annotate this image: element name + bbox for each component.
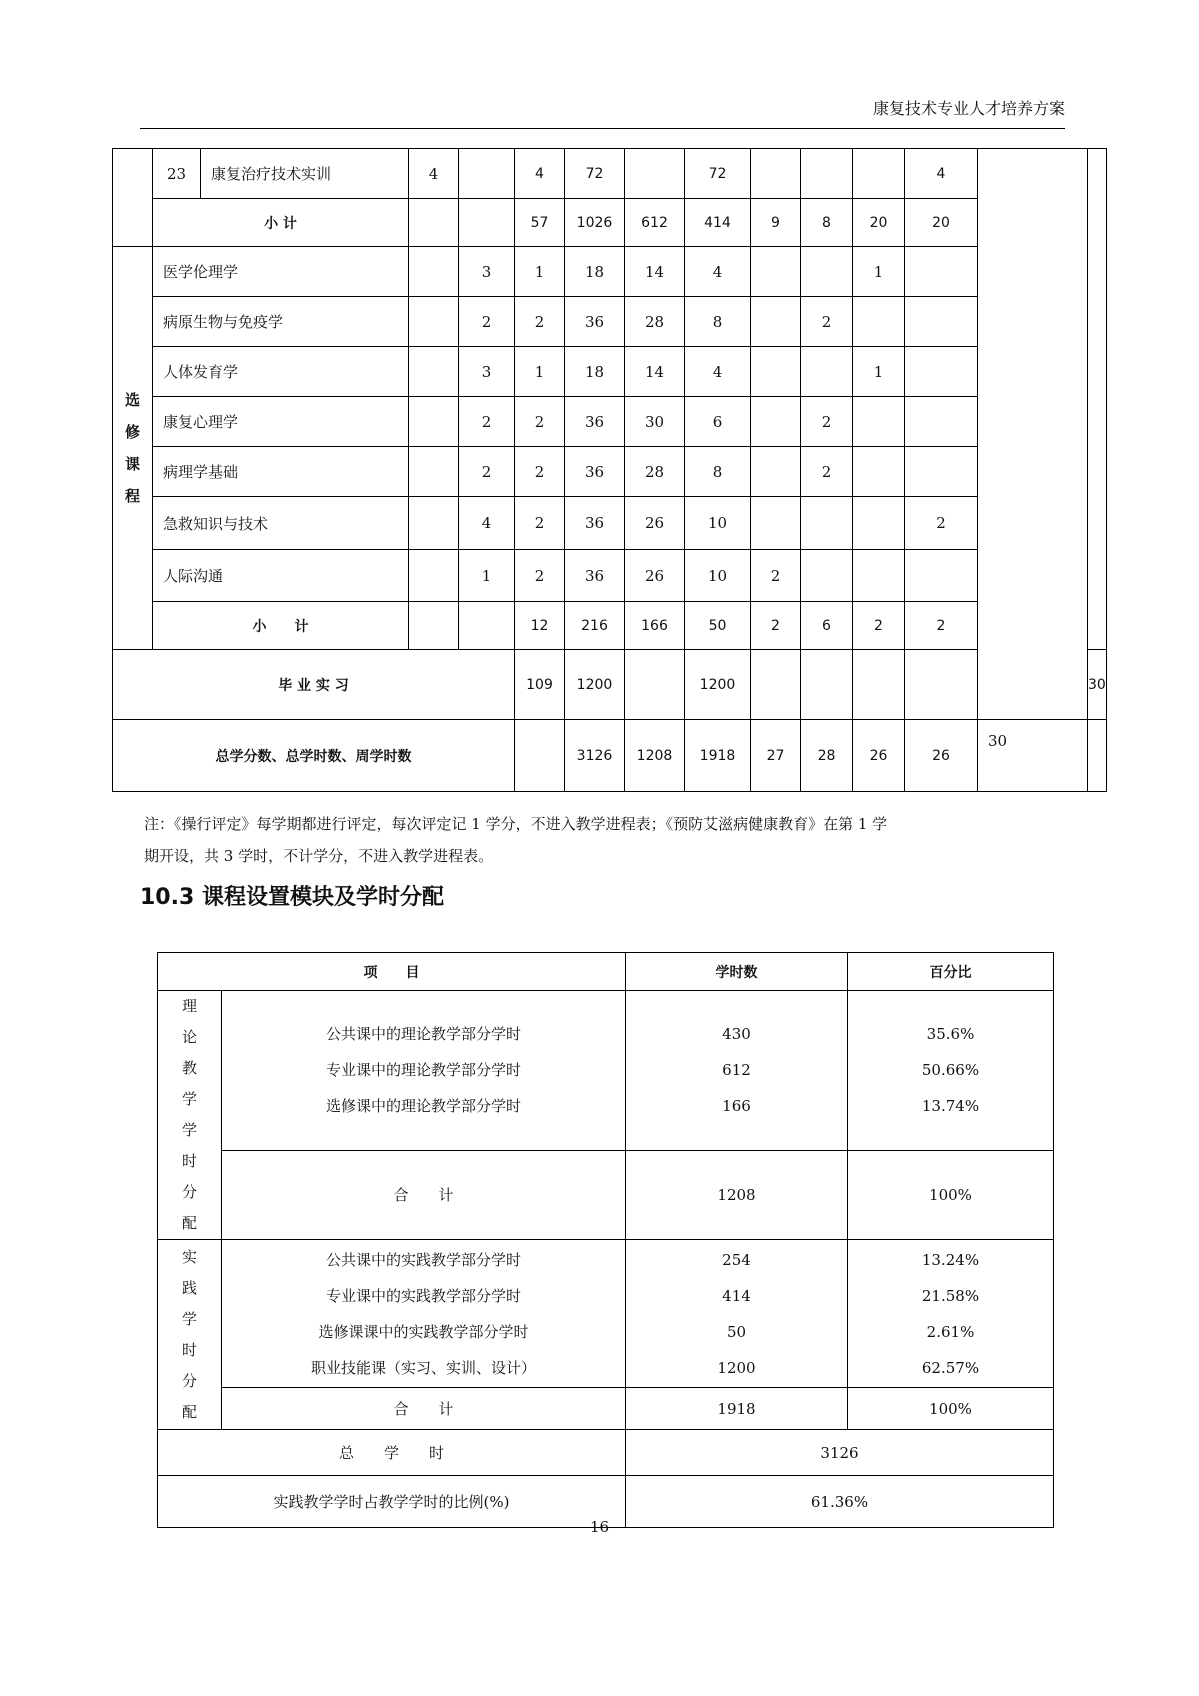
table-row: [113, 247, 1107, 297]
table-row: [113, 297, 1107, 347]
course-name: 急救知识与技术: [153, 497, 409, 550]
last-column-cell: 30: [1088, 650, 1107, 720]
credit-cell: 2: [515, 297, 565, 347]
footnote: [144, 808, 1080, 872]
ratio-value: 61.36%: [626, 1476, 1054, 1528]
hours-value: 414: [722, 1286, 751, 1305]
semester-cell: [751, 497, 801, 550]
practice-hours-cell: 4: [685, 247, 751, 297]
percent-value: 50.66%: [921, 1061, 980, 1080]
credit-cell: 57: [515, 199, 565, 247]
table-row: [113, 497, 1107, 550]
semester-cell: 2: [905, 497, 978, 550]
cell: [409, 297, 459, 347]
practice-hours-cell: 8: [685, 297, 751, 347]
cell: 4: [409, 149, 459, 199]
semester-cell: 27: [751, 720, 801, 792]
semester-cell: 2: [751, 602, 801, 650]
theory-percents: [848, 991, 1054, 1151]
hours-value: 254: [722, 1250, 751, 1269]
semester-cell: [751, 247, 801, 297]
column-header-item: 项 目: [158, 953, 626, 991]
practice-total-row: [158, 1388, 1054, 1430]
practice-hours: [626, 1240, 848, 1388]
credit-cell: 12: [515, 602, 565, 650]
header-title: 康复技术专业人才培养方案: [872, 99, 1065, 118]
total-hours-value: 3126: [626, 1430, 1054, 1476]
cell: [409, 247, 459, 297]
credit-cell: 1: [515, 347, 565, 397]
course-name: 病原生物与免疫学: [153, 297, 409, 347]
semester-cell: 2: [905, 602, 978, 650]
total-hours-cell: 36: [565, 550, 625, 602]
cell: [459, 149, 515, 199]
elective-group-label: [113, 247, 153, 650]
semester-cell: 1: [853, 347, 905, 397]
total-hours-cell: 36: [565, 297, 625, 347]
cell: [409, 397, 459, 447]
semester-cell: 26: [853, 720, 905, 792]
theory-hours-cell: 26: [625, 497, 685, 550]
semester-cell: [751, 397, 801, 447]
percent-value: 13.24%: [921, 1250, 980, 1269]
footnote-line: 期开设，共 3 学时，不计学分，不进入教学进程表。: [144, 847, 494, 865]
theory-hours-cell: 14: [625, 247, 685, 297]
column-header-percent: 百分比: [848, 953, 1054, 991]
theory-hours-cell: 166: [625, 602, 685, 650]
semester-cell: [853, 650, 905, 720]
practice-items: [222, 1240, 626, 1388]
semester-cell: [801, 247, 853, 297]
practice-hours-cell: 10: [685, 550, 751, 602]
practice-hours-cell: 414: [685, 199, 751, 247]
hours-value: 50: [726, 1322, 747, 1341]
subtotal-label: 小 计: [153, 199, 409, 247]
page-header: [140, 96, 1065, 129]
theory-hours-cell: 28: [625, 297, 685, 347]
total-hours-cell: 216: [565, 602, 625, 650]
theory-hours-cell: [625, 149, 685, 199]
cell: 4: [459, 497, 515, 550]
semester-cell: 26: [905, 720, 978, 792]
semester-cell: [905, 297, 978, 347]
percent-value: 62.57%: [921, 1358, 980, 1377]
total-hours-label: 总 学 时: [158, 1430, 626, 1476]
percent-value: 100%: [848, 1388, 1054, 1430]
semester-cell: 2: [801, 397, 853, 447]
cell: [409, 497, 459, 550]
cell: [409, 347, 459, 397]
practice-hours-cell: 50: [685, 602, 751, 650]
semester-cell: [905, 650, 978, 720]
practice-hours-cell: 6: [685, 397, 751, 447]
practice-group-text: 实践学时分配: [182, 1247, 198, 1421]
practice-hours-cell: 4: [685, 347, 751, 397]
semester-cell: [905, 447, 978, 497]
item-label: 职业技能课（实习、实训、设计）: [310, 1358, 536, 1377]
subtotal-row: [113, 602, 1107, 650]
cell: 1: [459, 550, 515, 602]
table-header-row: [158, 953, 1054, 991]
credit-cell: 2: [515, 447, 565, 497]
total-hours-cell: 72: [565, 149, 625, 199]
credit-cell: 2: [515, 497, 565, 550]
theory-hours-cell: 14: [625, 347, 685, 397]
course-name: 人际沟通: [153, 550, 409, 602]
total-hours-row: [158, 1430, 1054, 1476]
credit-cell: 109: [515, 650, 565, 720]
percent-value: 21.58%: [921, 1286, 980, 1305]
cell: [459, 602, 515, 650]
semester-cell: 1: [853, 247, 905, 297]
theory-group-label: [158, 991, 222, 1240]
total-label: 合 计: [222, 1388, 626, 1430]
semester-cell: [905, 347, 978, 397]
last-column-cell: [978, 149, 1088, 720]
table-row: [113, 447, 1107, 497]
group-cell-professional: [113, 149, 153, 247]
cell: [409, 602, 459, 650]
course-schedule-table: [112, 148, 1107, 792]
semester-cell: [905, 550, 978, 602]
column-header-hours: 学时数: [626, 953, 848, 991]
hours-allocation-table: [157, 952, 1054, 1528]
practice-hours-cell: 10: [685, 497, 751, 550]
hours-value: 1208: [626, 1150, 848, 1239]
theory-hours-cell: 30: [625, 397, 685, 447]
grand-total-row: [113, 720, 1107, 792]
semester-cell: 2: [801, 297, 853, 347]
table-row: [113, 149, 1107, 199]
percent-value: 100%: [848, 1150, 1054, 1239]
semester-cell: 28: [801, 720, 853, 792]
semester-cell: 2: [853, 602, 905, 650]
semester-cell: [801, 149, 853, 199]
practice-hours-cell: 72: [685, 149, 751, 199]
subtotal-label: 小 计: [153, 602, 409, 650]
table-row: [158, 1240, 1054, 1388]
semester-cell: 6: [801, 602, 853, 650]
credit-cell: 1: [515, 247, 565, 297]
item-label: 公共课中的实践教学部分学时: [325, 1250, 521, 1269]
cell: 2: [459, 397, 515, 447]
hours-value: 612: [722, 1061, 751, 1080]
semester-cell: [905, 247, 978, 297]
semester-cell: [751, 650, 801, 720]
percent-value: 2.61%: [926, 1322, 975, 1341]
semester-cell: 4: [905, 149, 978, 199]
semester-cell: [801, 650, 853, 720]
credit-cell: 2: [515, 397, 565, 447]
semester-cell: [853, 497, 905, 550]
semester-cell: [751, 149, 801, 199]
total-hours-cell: 18: [565, 347, 625, 397]
semester-cell: [751, 447, 801, 497]
elective-group-text: 选修课程: [125, 391, 141, 505]
theory-hours-cell: [625, 650, 685, 720]
theory-hours-cell: 612: [625, 199, 685, 247]
semester-cell: [853, 447, 905, 497]
percent-value: 13.74%: [921, 1097, 980, 1116]
total-hours-cell: 36: [565, 497, 625, 550]
item-label: 选修课课中的实践教学部分学时: [318, 1322, 529, 1341]
semester-cell: [751, 297, 801, 347]
theory-hours-cell: 26: [625, 550, 685, 602]
semester-cell: 20: [853, 199, 905, 247]
item-label: 公共课中的理论教学部分学时: [325, 1025, 521, 1044]
table-row: [113, 550, 1107, 602]
course-name: 人体发育学: [153, 347, 409, 397]
semester-cell: [801, 347, 853, 397]
semester-cell: [751, 347, 801, 397]
section-title: 10.3 课程设置模块及学时分配: [140, 885, 444, 910]
table-row: [113, 397, 1107, 447]
total-hours-cell: 1026: [565, 199, 625, 247]
practice-percents: [848, 1240, 1054, 1388]
total-hours-cell: 36: [565, 397, 625, 447]
semester-cell: 8: [801, 199, 853, 247]
theory-group-text: 理论教学学时分配: [182, 997, 198, 1232]
theory-hours: [626, 991, 848, 1151]
internship-label: 毕 业 实 习: [113, 650, 515, 720]
theory-total-row: [158, 1150, 1054, 1239]
semester-cell: 2: [751, 550, 801, 602]
credit-cell: 4: [515, 149, 565, 199]
course-name: 康复心理学: [153, 397, 409, 447]
cell: 3: [459, 347, 515, 397]
theory-hours-cell: 1208: [625, 720, 685, 792]
ratio-label: 实践教学学时占教学学时的比例(%): [158, 1476, 626, 1528]
cell: 3: [459, 247, 515, 297]
theory-hours-cell: 28: [625, 447, 685, 497]
semester-cell: 2: [801, 447, 853, 497]
hours-value: 166: [722, 1097, 751, 1116]
theory-items: [222, 991, 626, 1151]
practice-hours-cell: 8: [685, 447, 751, 497]
cell: 2: [459, 447, 515, 497]
semester-cell: [853, 149, 905, 199]
semester-cell: [853, 297, 905, 347]
semester-cell: [801, 497, 853, 550]
practice-hours-cell: 1200: [685, 650, 751, 720]
course-number: 23: [153, 149, 201, 199]
cell: [409, 550, 459, 602]
cell: [409, 447, 459, 497]
total-hours-cell: 36: [565, 447, 625, 497]
cell: [409, 199, 459, 247]
page-number: 16: [589, 1518, 610, 1536]
credit-cell: 2: [515, 550, 565, 602]
semester-cell: [905, 397, 978, 447]
cell: [459, 199, 515, 247]
cell: 2: [459, 297, 515, 347]
last-column-cell: 30: [978, 720, 1088, 792]
item-label: 专业课中的实践教学部分学时: [325, 1286, 521, 1305]
item-label: 专业课中的理论教学部分学时: [325, 1061, 521, 1080]
footnote-line: 注：《操行评定》每学期都进行评定，每次评定记 1 学分，不进入教学进程表；《预防艾滋病健康教育》在第 1 学: [144, 815, 888, 833]
total-label: 合 计: [222, 1150, 626, 1239]
internship-row: [113, 650, 1107, 720]
table-row: [113, 347, 1107, 397]
semester-cell: 9: [751, 199, 801, 247]
subtotal-row: [113, 199, 1107, 247]
course-name: 病理学基础: [153, 447, 409, 497]
hours-value: 1918: [626, 1388, 848, 1430]
course-name: 康复治疗技术实训: [201, 149, 409, 199]
semester-cell: 20: [905, 199, 978, 247]
practice-hours-cell: 1918: [685, 720, 751, 792]
grand-total-label: 总学分数、总学时数、周学时数: [113, 720, 515, 792]
semester-cell: [853, 397, 905, 447]
credit-cell: [515, 720, 565, 792]
total-hours-cell: 18: [565, 247, 625, 297]
course-name: 医学伦理学: [153, 247, 409, 297]
semester-cell: [853, 550, 905, 602]
practice-group-label: [158, 1240, 222, 1430]
hours-value: 1200: [717, 1358, 756, 1377]
total-hours-cell: 1200: [565, 650, 625, 720]
semester-cell: [801, 550, 853, 602]
table-row: [158, 991, 1054, 1151]
percent-value: 35.6%: [926, 1025, 975, 1044]
hours-value: 430: [722, 1025, 751, 1044]
item-label: 选修课中的理论教学部分学时: [325, 1097, 521, 1116]
total-hours-cell: 3126: [565, 720, 625, 792]
